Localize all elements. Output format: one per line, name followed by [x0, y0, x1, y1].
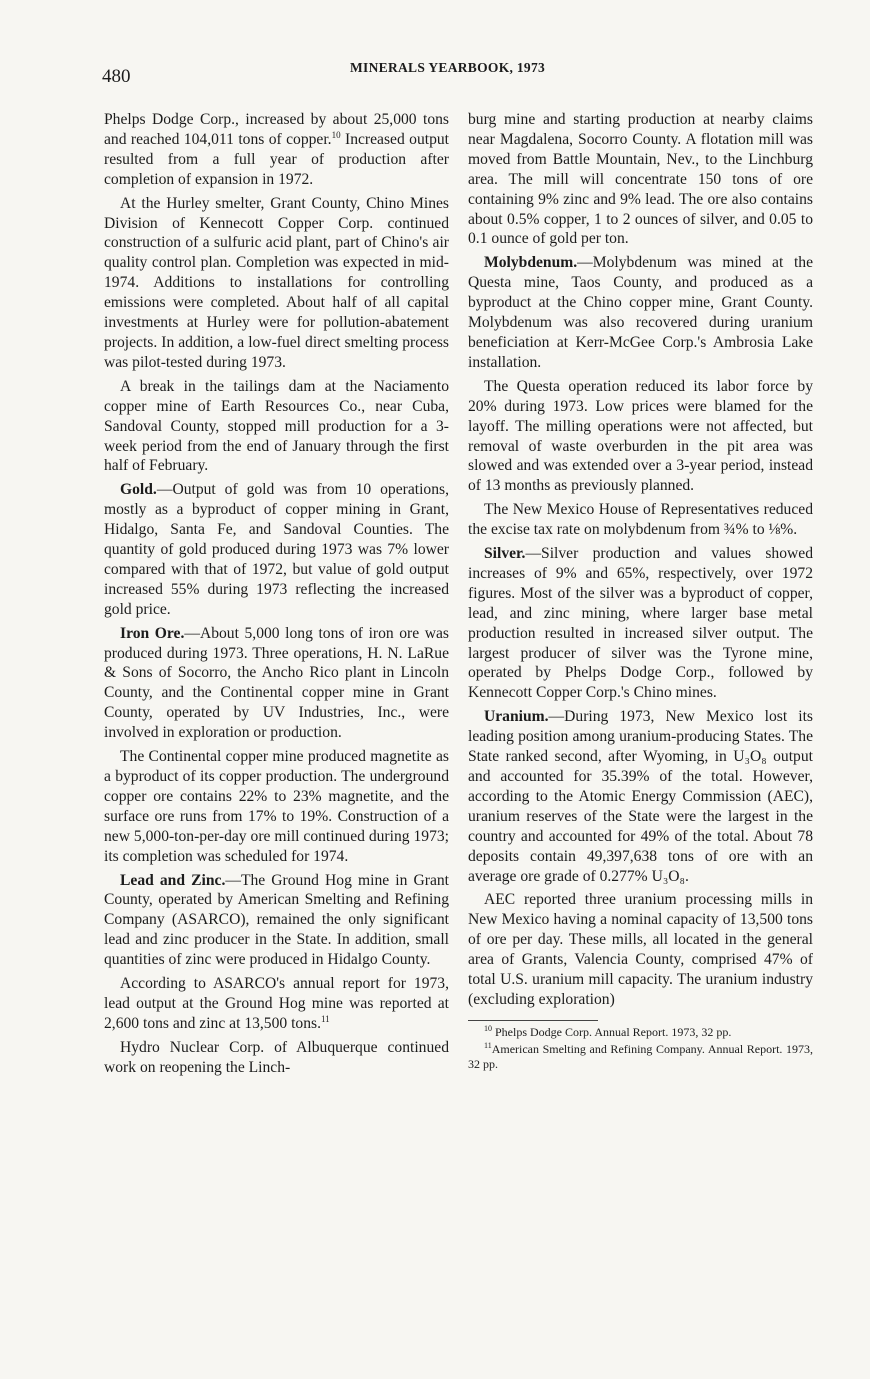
paragraph-iron-ore: Iron Ore.—About 5,000 long tons of iron ore was produced during 1973. Three operations, H. N. LaRue & Sons of Socorro, the Ancho Rico plant in Lincoln County, and the Continental copper mine in Grant County, operated by UV Industries, Inc., were involved in exploration or production.: [104, 624, 449, 742]
paragraph-silver: Silver.—Silver production and values showed increases of 9% and 65%, respectively, over 1972 figures. Most of the silver was a byproduct of copper, lead, and zinc mining, where larger base metal production resulted in increased silver output. The largest producer of silver was the Tyrone mine, operated by Phelps Dodge Corp., followed by Kennecott Copper Corp.'s Chino mines.: [468, 545, 813, 702]
paragraph-lead-zinc: Lead and Zinc.—The Ground Hog mine in Grant County, operated by American Smelting and Refining Company (ASARCO), remained the only significant lead and zinc producer in the State. In addition, small quantities of zinc were produced in Hidalgo County.: [104, 871, 449, 969]
page-number: 480: [102, 66, 131, 87]
section-lead-gold: Gold.: [120, 481, 157, 499]
paragraph-aec-mills: AEC reported three uranium processing mills in New Mexico having a nominal capacity of 13,500 tons of ore per day. These mills, all located in the general area of Grants, Valencia County, comprised 47% of total U.S. uranium mill capacity. The uranium industry (excluding exploration): [468, 891, 813, 1008]
running-head: MINERALS YEARBOOK, 1973: [350, 60, 546, 75]
page-header: [100, 54, 830, 90]
paragraph-tailings-dam: A break in the tailings dam at the Naciamento copper mine of Earth Resources Co., near Cuba, Sandoval County, stopped mill production for a 3-week period from the end of January through the first half of February.: [104, 377, 449, 475]
footnote-mark-11: 11: [484, 1040, 492, 1050]
section-lead-uranium: Uranium.: [484, 708, 549, 726]
section-lead-iron-ore: Iron Ore.: [120, 624, 185, 642]
paragraph-gold: Gold.—Output of gold was from 10 operations, mostly as a byproduct of copper mining in Grant, Hidalgo, Santa Fe, and Sandoval Counties. The quantity of gold produced during 1973 was 7% lower compared with that of 1972, but value of gold output increased 55% during 1973 reflecting the increased gold price.: [104, 481, 449, 618]
section-lead-silver: Silver.: [484, 545, 526, 563]
paragraph-uranium: Uranium.—During 1973, New Mexico lost its leading position among uranium-producing States. The State ranked second, after Wyoming, in U₃O₈ output and accounted for 35.39% of the total. However, according to the Atomic Energy Commission (AEC), uranium reserves of the State were the largest in the country and accounted for 49% of the total. About 78 deposits contain 49,397,638 tons of ore with an average ore grade of 0.277% U₃O₈.: [468, 708, 813, 885]
paragraph-asarco-report: According to ASARCO's annual report for 1973, lead output at the Ground Hog mine was reported at 2,600 tons and zinc at 13,500 tons.$^{11}$: [104, 975, 449, 1032]
paragraph-continental-mine: The Continental copper mine produced magnetite as a byproduct of its copper production. The underground copper ore contains 22% to 23% magnetite, and the surface ore runs from 17% to 19%. Construction of a new 5,000-ton-per-day ore mill continued during 1973; its completion was scheduled for 1974.: [104, 748, 449, 865]
paragraph-copper-output: Phelps Dodge Corp., increased by about 25,000 tons and reached 104,011 tons of copper.$^{10}$ Increased output resulted from a full year of production after completion of expansion in 1972.: [104, 111, 449, 188]
paragraph-molybdenum: Molybdenum.—Molybdenum was mined at the Questa mine, Taos County, and produced as a byproduct at the Chino copper mine, Grant County. Molybdenum was also recovered during uranium beneficiation at Kerr-McGee Corp.'s Ambrosia Lake installation.: [468, 254, 813, 371]
footnote-ref-10: 10: [331, 129, 341, 140]
right-column: [468, 110, 813, 1074]
footnotes: [468, 1020, 813, 1072]
left-column: [104, 110, 449, 1082]
section-lead-lead-zinc: Lead and Zinc.: [120, 871, 226, 889]
footnote-11: $^{11}$American Smelting and Refining Company. Annual Report. 1973, 32 pp.: [468, 1040, 813, 1071]
section-lead-molybdenum: Molybdenum.: [484, 254, 578, 272]
paragraph-questa-operation: The Questa operation reduced its labor force by 20% during 1973. Low prices were blamed for the layoff. The milling operations were not affected, but removal of waste overburden in the pit area was slowed and was extended over a 3-year period, instead of 13 months as previously planned.: [468, 377, 813, 495]
footnote-ref-11: 11: [321, 1013, 330, 1024]
footnote-10: $^{10}$ Phelps Dodge Corp. Annual Report. 1973, 32 pp.: [484, 1023, 732, 1039]
paragraph-hydro-nuclear: Hydro Nuclear Corp. of Albuquerque continued work on reopening the Linch-: [104, 1038, 449, 1076]
paragraph-linchburg-mine: burg mine and starting production at nearby claims near Magdalena, Socorro County. A flotation mill was moved from Battle Mountain, Nev., to the Linchburg area. The mill will concentrate 150 tons of ore containing 9% zinc and 9% lead. The ore also contains about 0.5% copper, 1 to 2 ounces of silver, and 0.05 to 0.1 ounce of gold per ton.: [468, 111, 813, 248]
footnote-mark-10: 10: [484, 1023, 492, 1033]
paragraph-excise-tax: The New Mexico House of Representatives reduced the excise tax rate on molybdenum from ¾% to ⅛%.: [468, 501, 813, 539]
paragraph-hurley-smelter: At the Hurley smelter, Grant County, Chino Mines Division of Kennecott Copper Corp. continued construction of a sulfuric acid plant, part of Chino's air quality control plan. Completion was expected in mid-1974. Additions to installations for controlling emissions were completed. About half of all capital investments at Hurley were for pollution-abatement projects. In addition, a low-fuel direct smelting process was pilot-tested during 1973.: [104, 194, 449, 371]
